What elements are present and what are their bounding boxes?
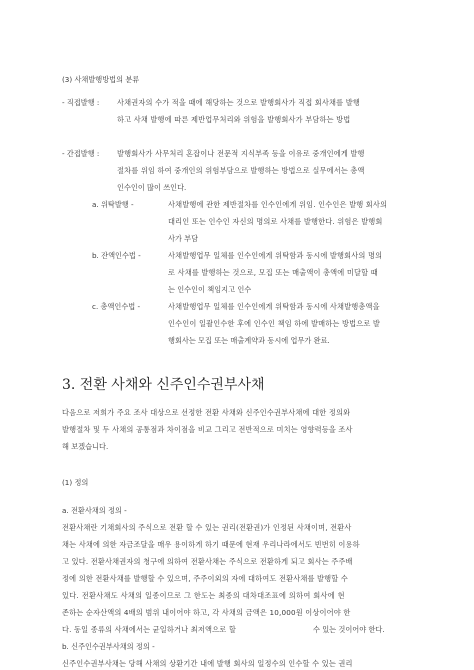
sub-c-text-1: 사채발행업무 일체를 인수인에게 위탁함과 동시에 사채발행총액을: [168, 302, 380, 311]
sub-a-text-3: 사가 부담: [168, 234, 199, 243]
intro-line-2: 발행절차 및 두 사채의 공통점과 차이점을 비교 그리고 전반적으로 미치는 영향력등을 조사: [62, 425, 353, 434]
bw-line-1: 신주인수권부사채는 당해 사채의 상환기간 내에 발행 회사의 일정수의 인수할 수 있는 권리: [62, 659, 353, 668]
sub-a-text-1: 사채발행에 관한 제반절차를 인수인에게 위임. 인수인은 발행 회사의: [168, 200, 388, 209]
indirect-issuance-text-3: 인수인이 많이 쓰인다.: [117, 183, 187, 192]
conv-bond-line-7: 다. 동일 종류의 사채에서는 균일하거나 최저액으로 할: [62, 625, 236, 634]
indirect-issuance-text-1: 발행회사가 사무처리 혼잡이나 전문적 지식부족 등을 이유로 중개인에게 발행: [117, 149, 365, 158]
direct-issuance-label: - 직접발행 :: [62, 98, 100, 107]
bw-title: b. 신주인수권부사채의 정의 -: [62, 642, 155, 651]
sub-c-text-3: 행회사는 모집 또는 매출계약과 동시에 업무가 완료.: [168, 336, 330, 345]
conv-bond-line-6: 존하는 순자산액의 4배의 범위 내이어야 하고, 각 사채의 금액은 10,000원 이상이어야 한: [62, 608, 351, 617]
intro-line-3: 해 보겠습니다.: [62, 442, 109, 451]
sub-b-text-2: 로 사채를 발행하는 것으로, 모집 또는 매출액이 총액에 미달할 때: [168, 268, 378, 277]
conv-bond-title: a. 전환사채의 정의 -: [62, 506, 127, 515]
direct-issuance-text-2: 하고 사채 발행에 따른 제반업무처리와 위험을 발행회사가 부담하는 방법: [117, 115, 351, 124]
sub-b-label: b. 잔액인수법 -: [92, 251, 141, 260]
indirect-issuance-label: - 간접발행 :: [62, 149, 100, 158]
conv-bond-line-2: 채는 사채에 의한 자금조달을 매우 용이하게 하기 때문에 현재 우리나라에서도 빈번히 이용하: [62, 540, 360, 549]
conv-bond-line-3: 고 있다. 전환사채권자의 청구에 의하여 전환사채는 주식으로 전환하게 되고 회사는 주주배: [62, 557, 353, 566]
indirect-issuance-text-2: 절차를 위임 하여 중개인의 위험부담으로 발행하는 방법으로 실무에서는 총액: [117, 166, 365, 175]
conv-bond-line-1: 전환사채란 기채회사의 주식으로 전환 할 수 있는 권리(전환권)가 인정된 사채이며, 전환사: [62, 523, 352, 532]
conv-bond-line-5: 있다. 전환사채도 사채의 일종이므로 그 한도는 최종의 대차대조표에 의하여 회사에 현: [62, 591, 345, 600]
subsection-definition: (1) 정의: [62, 478, 89, 487]
sub-a-text-2: 대리인 또는 인수인 자신의 명의로 사채를 발행한다. 위험은 발행회: [168, 217, 383, 226]
sub-b-text-1: 사채발행업무 일체를 인수인에게 위탁함과 동시에 발행회사의 명의: [168, 251, 383, 260]
section-heading-issuance-methods: (3) 사채발행방법의 분류: [62, 75, 140, 84]
conv-bond-line-7-tail: 수 있는 것이어야 한다.: [313, 625, 385, 634]
sub-c-text-2: 인수인이 일괄인수한 후에 인수인 책임 하에 발매하는 방법으로 발: [168, 319, 381, 328]
intro-line-1: 다음으로 저희가 주요 조사 대상으로 선정한 전환 사채와 신주인수권부사채에 대한 정의와: [62, 408, 351, 417]
sub-a-label: a. 위탁발행 -: [92, 200, 134, 209]
conv-bond-line-4: 정에 의한 전환사채를 발행할 수 있으며, 주주이외의 자에 대하여도 전환사채를 발행할 수: [62, 574, 349, 583]
sub-b-text-3: 는 인수인이 책임지고 인수: [168, 285, 252, 294]
sub-c-label: c. 총액인수법 -: [92, 302, 141, 311]
section-heading-3: 3. 전환 사채와 신주인수권부사채: [62, 377, 265, 393]
direct-issuance-text-1: 사채권자의 수가 적을 때에 해당하는 것으로 발행회사가 직접 회사채를 발행: [117, 98, 361, 107]
